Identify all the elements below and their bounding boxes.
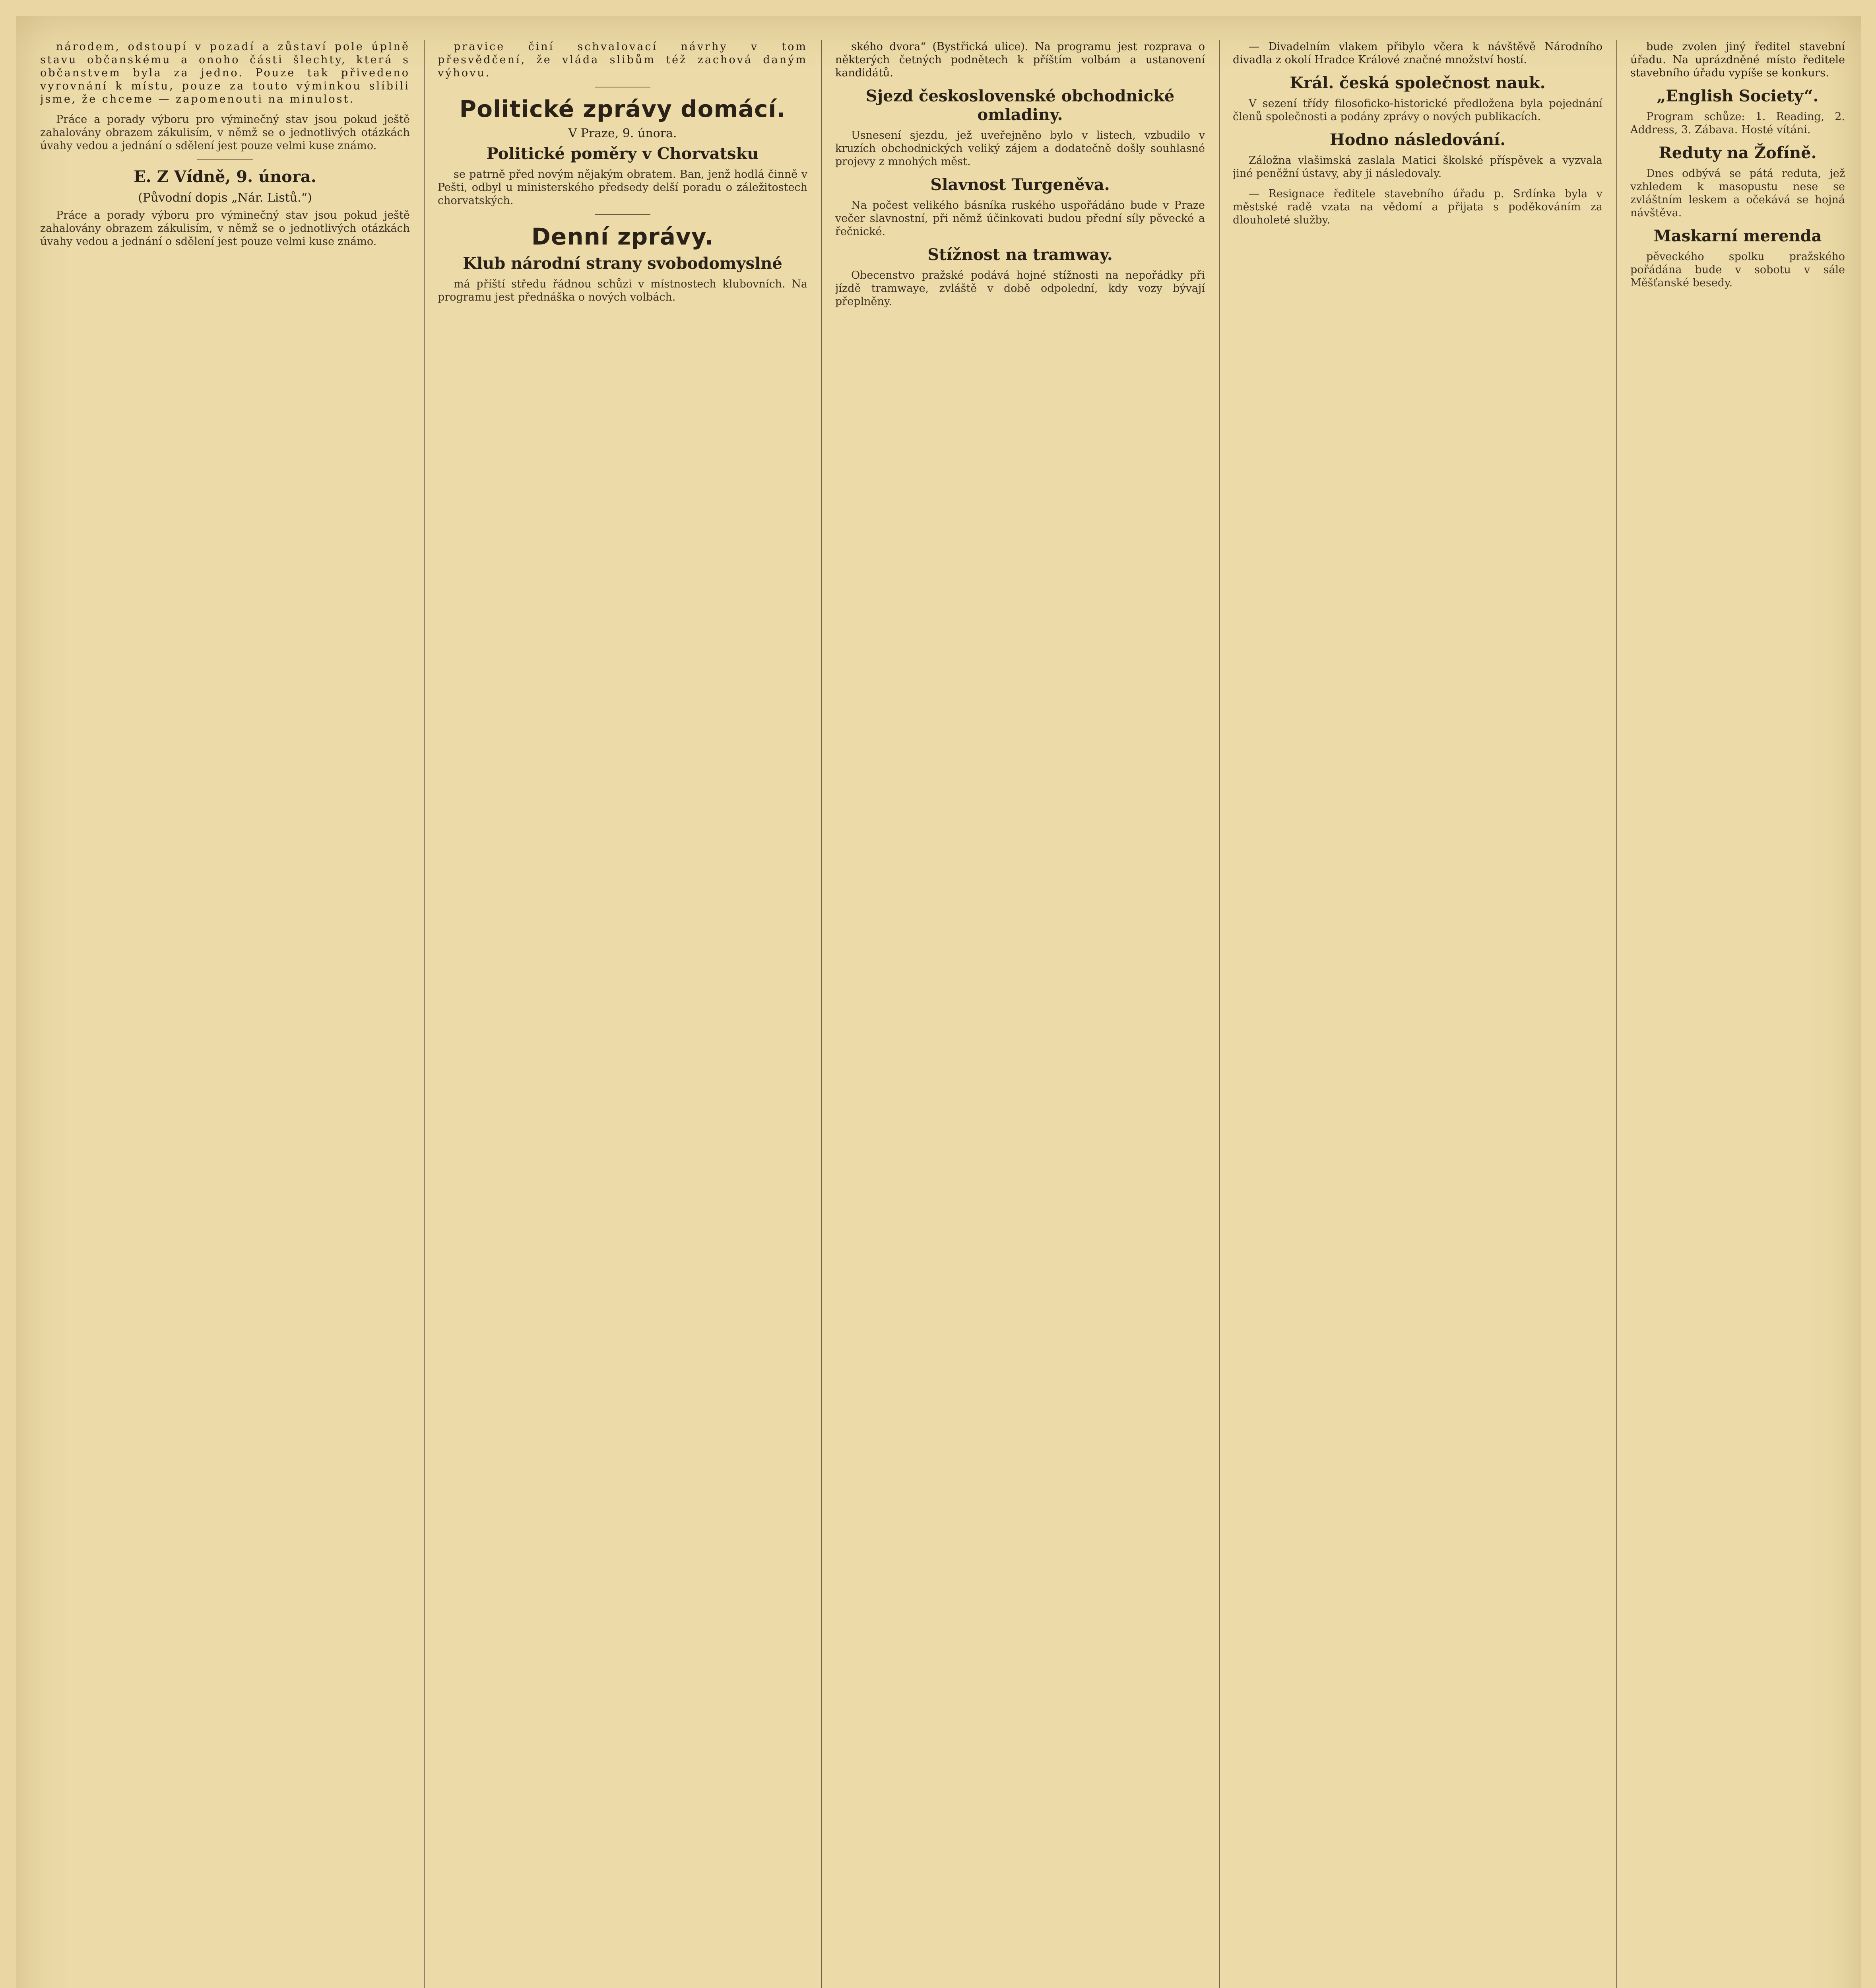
article-subheading: Reduty na Žofíně.	[1659, 144, 1817, 162]
article-lead: — Divadelním vlakem přibylo včera k návštěvě Národního divadla z okolí Hradce Králové značné množství hostí.	[1233, 41, 1602, 66]
article-subheading: Maskarní merenda	[1653, 227, 1822, 245]
article-subheading: Stížnost na tramway.	[927, 245, 1113, 264]
article-subheading: Politické poměry v Chorvatsku	[486, 144, 759, 163]
article-body: Na počest velikého básníka ruského uspořádáno bude v Praze večer slavnostní, při němž účinkovati budou přední síly pěvecké a řečnické.	[835, 199, 1205, 238]
article-body: V sezení třídy filosoficko-historické předložena byla pojednání členů společnosti a podány zprávy o nových publikacích.	[1233, 97, 1602, 123]
article-subheading: „English Society“.	[1657, 87, 1819, 105]
article-subheading: Slavnost Turgeněva.	[930, 175, 1110, 194]
article-body: se patrně před novým nějakým obratem. Ban, jenž hodlá činně v Pešti, odbyl u ministerského předsedy delší poradu o záležitostech chorvatských.	[438, 168, 807, 207]
section-heading-domestic: Politické zprávy domácí.	[459, 95, 786, 122]
article-lead: ského dvora“ (Bystřická ulice). Na programu jest rozprava o některých četných podnětech k příštím volbám a ustanovení kandidátů.	[835, 41, 1205, 79]
column-3	[835, 40, 1205, 1988]
column-rule	[821, 40, 822, 1988]
section-heading-daily: Denní zprávy.	[531, 223, 714, 250]
column-2	[438, 40, 807, 1988]
article-body: Práce a porady výboru pro výminečný stav jsou pokud ještě zahalovány obrazem zákulisím, v němž se o jednotlivých otázkách úvahy vedou a jednání o sdělení jest pouze velmi kuse známo.	[40, 113, 410, 152]
separator	[595, 214, 650, 215]
article-lead: pravice činí schvalovací návrhy v tom přesvědčení, že vláda slibům též zachová daným výhovu.	[438, 41, 807, 79]
article-body: Usnesení sjezdu, jež uveřejněno bylo v listech, vzbudilo v kruzích obchodnických veliký zájem a dodatečně došly souhlasné projevy z mnohých měst.	[835, 129, 1205, 168]
column-rule	[1219, 40, 1220, 1988]
article-body: Program schůze: 1. Reading, 2. Address, 3. Zábava. Hosté vítáni.	[1630, 111, 1845, 136]
article-body: Záložna vlašimská zaslala Matici školské příspěvek a vyzvala jiné peněžní ústavy, aby ji následovaly.	[1233, 154, 1602, 180]
dateline: V Praze, 9. února.	[568, 126, 677, 140]
article-byline: E. Z Vídně, 9. února.	[134, 167, 316, 186]
article-subheading: Král. česká společnost nauk.	[1290, 74, 1546, 92]
newspaper-page	[16, 16, 1861, 1988]
article-body: — Resignace ředitele stavebního úřadu p. Srdínka byla v městské radě vzata na vědomí a přijata s poděkováním za dlouholeté služby.	[1233, 188, 1602, 226]
article-body: má příští středu řádnou schůzi v místnostech klubovních. Na programu jest přednáška o nových volbách.	[438, 278, 807, 303]
column-rule	[424, 40, 425, 1988]
article-lead: národem, odstoupí v pozadí a zůstaví pole úplně stavu občanskému a onoho části šlechty, která s občanstvem byla za jedno. Pouze tak přivedeno vyrovnání k místu, pouze za touto výminkou slíbili jsme, že chceme — zapomenouti na minulost.	[40, 41, 410, 105]
article-body: Práce a porady výboru pro výminečný stav jsou pokud ještě zahalovány obrazem zákulisím, v němž se o jednotlivých otázkách úvahy vedou a jednání o sdělení jest pouze velmi kuse známo.	[40, 209, 410, 248]
article-body: Dnes odbývá se pátá reduta, jež vzhledem k masopustu nese se zvláštním leskem a očekává se hojná návštěva.	[1630, 167, 1845, 219]
column-rule	[1616, 40, 1617, 1988]
column-5	[1630, 40, 1845, 1988]
column-4	[1233, 40, 1602, 1988]
article-subheading: Sjezd československé obchodnické omladiny.	[865, 87, 1175, 124]
article-lead: bude zvolen jiný ředitel stavební úřadu. Na uprázdněné místo ředitele stavebního úřadu vypíše se konkurs.	[1630, 41, 1845, 79]
article-body: Obecenstvo pražské podává hojné stížnosti na nepořádky při jízdě tramwaye, zvláště v době odpolední, kdy vozy bývají přeplněny.	[835, 269, 1205, 308]
article-body: pěveckého spolku pražského pořádána bude v sobotu v sále Měšťanské besedy.	[1630, 250, 1845, 289]
separator	[197, 159, 253, 160]
article-source: (Původní dopis „Nár. Listů.“)	[138, 191, 312, 205]
article-subheading: Klub národní strany svobodomyslné	[463, 254, 782, 273]
article-subheading: Hodno následování.	[1329, 130, 1506, 149]
column-1	[40, 40, 410, 1988]
